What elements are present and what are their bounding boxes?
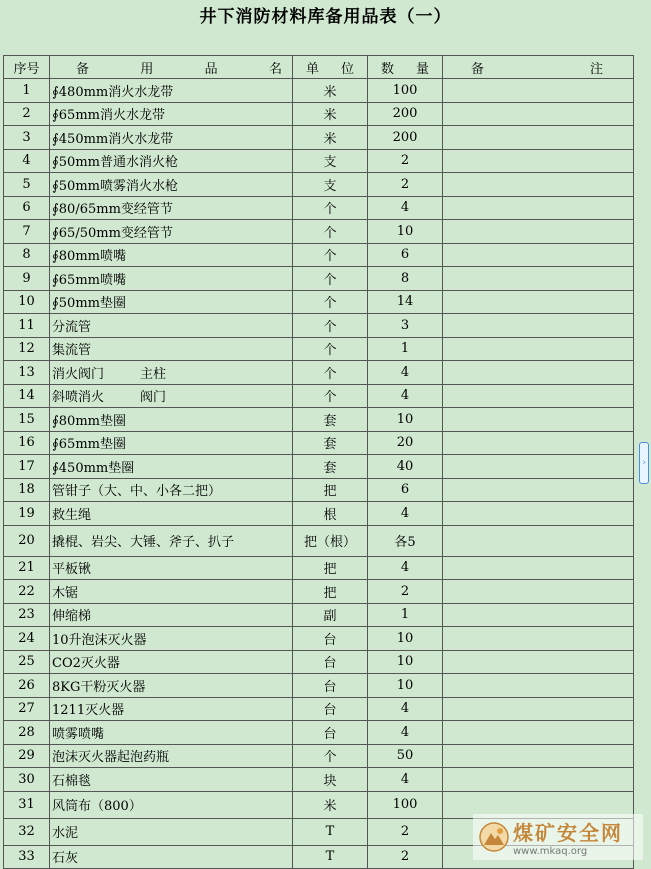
row-seq: 20 — [4, 525, 50, 556]
row-item-name: 撬棍、岩尖、大锤、斧子、扒子 — [50, 525, 293, 556]
row-remark — [443, 220, 634, 244]
row-unit: 把 — [293, 580, 368, 604]
row-item-name: 10升泡沫灭火器 — [50, 627, 293, 651]
row-unit: 套 — [293, 408, 368, 432]
table-row — [4, 502, 634, 526]
table-row — [4, 102, 634, 126]
table-row — [4, 697, 634, 721]
header-unit — [293, 56, 368, 79]
row-unit: T — [293, 845, 368, 869]
table-row — [4, 556, 634, 580]
watermark — [473, 814, 643, 860]
row-qty: 10 — [368, 627, 443, 651]
table-row — [4, 267, 634, 291]
row-item-name-part: 斜喷消火 — [52, 390, 105, 406]
table-row — [4, 431, 634, 455]
row-qty: 200 — [368, 126, 443, 150]
table-row — [4, 79, 634, 103]
row-item-name: CO2灭火器 — [50, 650, 293, 674]
row-item-name: 木锯 — [50, 580, 293, 604]
page-title: 井下消防材料库备用品表（一） — [199, 7, 452, 27]
row-unit: 块 — [293, 768, 368, 792]
row-remark — [443, 502, 634, 526]
row-unit: 个 — [293, 314, 368, 338]
row-remark — [443, 674, 634, 698]
row-qty: 2 — [368, 845, 443, 869]
row-item-name-part: 消火阀门 — [52, 366, 105, 382]
row-unit: 个 — [293, 361, 368, 385]
row-seq: 2 — [4, 102, 50, 126]
table-row — [4, 243, 634, 267]
row-remark — [443, 556, 634, 580]
row-unit: 套 — [293, 431, 368, 455]
row-remark — [443, 290, 634, 314]
row-seq: 24 — [4, 627, 50, 651]
header-remark-char: 备 — [471, 61, 485, 77]
row-item-name: 平板锹 — [50, 556, 293, 580]
row-seq: 3 — [4, 126, 50, 150]
row-seq: 11 — [4, 314, 50, 338]
header-name-char: 用 — [140, 61, 154, 77]
row-seq: 23 — [4, 603, 50, 627]
row-unit: 个 — [293, 220, 368, 244]
row-remark — [443, 697, 634, 721]
row-unit: T — [293, 818, 368, 845]
row-qty: 4 — [368, 556, 443, 580]
row-remark — [443, 627, 634, 651]
row-qty: 4 — [368, 384, 443, 408]
row-seq: 27 — [4, 697, 50, 721]
table-header-row — [4, 56, 634, 79]
row-qty: 1 — [368, 603, 443, 627]
header-name-char: 备 — [76, 61, 90, 77]
row-qty: 2 — [368, 173, 443, 197]
header-name-char: 品 — [204, 61, 218, 77]
row-item-name: ∮450mm垫圈 — [50, 455, 293, 479]
row-item-name: ∮50mm普通水消火枪 — [50, 149, 293, 173]
header-qty-char: 数 — [380, 61, 394, 77]
row-qty: 4 — [368, 502, 443, 526]
row-seq: 21 — [4, 556, 50, 580]
row-seq: 5 — [4, 173, 50, 197]
row-item-name: 8KG干粉灭火器 — [50, 674, 293, 698]
row-item-name: ∮65mm消火水龙带 — [50, 102, 293, 126]
row-qty: 1 — [368, 337, 443, 361]
row-seq: 7 — [4, 220, 50, 244]
row-item-name: ∮80mm喷嘴 — [50, 243, 293, 267]
header-name-char: 名 — [268, 61, 282, 77]
table-row — [4, 361, 634, 385]
row-remark — [443, 243, 634, 267]
row-remark — [443, 650, 634, 674]
row-seq: 28 — [4, 721, 50, 745]
row-item-name: 喷雾喷嘴 — [50, 721, 293, 745]
header-remark — [443, 56, 634, 79]
row-qty: 2 — [368, 580, 443, 604]
row-remark — [443, 768, 634, 792]
row-qty: 10 — [368, 220, 443, 244]
table-row — [4, 650, 634, 674]
table-row — [4, 408, 634, 432]
row-remark — [443, 721, 634, 745]
row-remark — [443, 431, 634, 455]
row-item-name: 分流管 — [50, 314, 293, 338]
row-qty: 6 — [368, 243, 443, 267]
row-unit: 个 — [293, 290, 368, 314]
row-seq: 31 — [4, 791, 50, 818]
table-row — [4, 149, 634, 173]
row-item-name: ∮480mm消火水龙带 — [50, 79, 293, 103]
row-item-name: ∮50mm垫圈 — [50, 290, 293, 314]
row-seq: 1 — [4, 79, 50, 103]
row-remark — [443, 149, 634, 173]
table-row — [4, 627, 634, 651]
row-item-name: ∮450mm消火水龙带 — [50, 126, 293, 150]
row-remark — [443, 337, 634, 361]
side-scroll-handle[interactable]: › — [639, 442, 649, 484]
row-unit: 台 — [293, 721, 368, 745]
row-seq: 33 — [4, 845, 50, 869]
row-qty: 14 — [368, 290, 443, 314]
row-unit: 个 — [293, 744, 368, 768]
row-qty: 100 — [368, 791, 443, 818]
header-qty — [368, 56, 443, 79]
watermark-url: www.mkaq.org — [513, 846, 588, 857]
row-remark — [443, 267, 634, 291]
row-item-name: 伸缩梯 — [50, 603, 293, 627]
row-unit: 个 — [293, 384, 368, 408]
row-remark — [443, 580, 634, 604]
row-unit: 米 — [293, 79, 368, 103]
row-seq: 8 — [4, 243, 50, 267]
row-qty: 10 — [368, 674, 443, 698]
row-item-name: 风筒布（800） — [50, 791, 293, 818]
row-item-name: ∮65mm喷嘴 — [50, 267, 293, 291]
row-qty: 4 — [368, 721, 443, 745]
table-row — [4, 173, 634, 197]
row-seq: 13 — [4, 361, 50, 385]
row-remark — [443, 79, 634, 103]
row-item-name — [50, 384, 293, 408]
row-item-name: 管钳子（大、中、小各二把） — [50, 478, 293, 502]
row-unit: 把 — [293, 556, 368, 580]
row-item-name: 1211灭火器 — [50, 697, 293, 721]
row-remark — [443, 408, 634, 432]
table-row — [4, 580, 634, 604]
row-unit: 台 — [293, 697, 368, 721]
row-seq: 25 — [4, 650, 50, 674]
row-seq: 14 — [4, 384, 50, 408]
row-seq: 4 — [4, 149, 50, 173]
table-row — [4, 220, 634, 244]
row-seq: 30 — [4, 768, 50, 792]
row-item-name: 石棉毯 — [50, 768, 293, 792]
table-row — [4, 337, 634, 361]
table-row — [4, 721, 634, 745]
table-row — [4, 384, 634, 408]
row-unit: 把 — [293, 478, 368, 502]
row-qty: 6 — [368, 478, 443, 502]
row-seq: 6 — [4, 196, 50, 220]
row-item-name: ∮65/50mm变经管节 — [50, 220, 293, 244]
row-item-name: 集流管 — [50, 337, 293, 361]
watermark-brand: 煤矿安全网 — [513, 821, 623, 845]
row-unit: 米 — [293, 102, 368, 126]
row-unit: 个 — [293, 243, 368, 267]
row-unit: 套 — [293, 455, 368, 479]
row-qty: 40 — [368, 455, 443, 479]
row-remark — [443, 173, 634, 197]
row-unit: 台 — [293, 627, 368, 651]
header-unit-char: 位 — [340, 61, 354, 77]
header-qty-char: 量 — [415, 61, 429, 77]
row-qty: 10 — [368, 650, 443, 674]
table-row — [4, 290, 634, 314]
row-seq: 17 — [4, 455, 50, 479]
row-item-name: 泡沫灭火器起泡药瓶 — [50, 744, 293, 768]
row-seq: 10 — [4, 290, 50, 314]
row-unit: 副 — [293, 603, 368, 627]
row-item-name: ∮50mm喷雾消火水枪 — [50, 173, 293, 197]
row-unit: 支 — [293, 173, 368, 197]
table-row — [4, 768, 634, 792]
row-qty: 4 — [368, 361, 443, 385]
row-seq: 32 — [4, 818, 50, 845]
row-seq: 16 — [4, 431, 50, 455]
table-row — [4, 744, 634, 768]
row-item-name — [50, 361, 293, 385]
table-row — [4, 478, 634, 502]
row-qty: 4 — [368, 196, 443, 220]
row-remark — [443, 196, 634, 220]
row-item-name-part: 阀门 — [140, 390, 167, 406]
inventory-table — [3, 55, 634, 869]
row-qty: 2 — [368, 149, 443, 173]
table-row — [4, 674, 634, 698]
row-remark — [443, 478, 634, 502]
row-item-name: 水泥 — [50, 818, 293, 845]
table-row — [4, 314, 634, 338]
row-qty: 20 — [368, 431, 443, 455]
row-seq: 9 — [4, 267, 50, 291]
header-unit-char: 单 — [305, 61, 319, 77]
header-remark-char: 注 — [589, 61, 603, 77]
row-qty: 4 — [368, 768, 443, 792]
header-seq: 序号 — [4, 56, 50, 79]
row-item-name: ∮80/65mm变经管节 — [50, 196, 293, 220]
row-unit: 把（根） — [293, 525, 368, 556]
row-remark — [443, 384, 634, 408]
row-seq: 22 — [4, 580, 50, 604]
row-item-name: ∮80mm垫圈 — [50, 408, 293, 432]
row-qty: 3 — [368, 314, 443, 338]
table-row — [4, 126, 634, 150]
row-qty: 2 — [368, 818, 443, 845]
row-remark — [443, 525, 634, 556]
row-seq: 19 — [4, 502, 50, 526]
row-item-name: 石灰 — [50, 845, 293, 869]
row-remark — [443, 455, 634, 479]
row-qty: 10 — [368, 408, 443, 432]
row-seq: 18 — [4, 478, 50, 502]
mine-logo-icon — [479, 822, 509, 852]
table-row — [4, 455, 634, 479]
row-unit: 台 — [293, 674, 368, 698]
row-qty: 8 — [368, 267, 443, 291]
row-seq: 15 — [4, 408, 50, 432]
row-unit: 个 — [293, 337, 368, 361]
row-remark — [443, 603, 634, 627]
row-unit: 个 — [293, 267, 368, 291]
table-row — [4, 603, 634, 627]
row-item-name-part: 主柱 — [140, 366, 167, 382]
row-seq: 26 — [4, 674, 50, 698]
row-qty: 200 — [368, 102, 443, 126]
row-qty: 各5 — [368, 525, 443, 556]
row-seq: 12 — [4, 337, 50, 361]
table-row — [4, 525, 634, 556]
row-item-name: 救生绳 — [50, 502, 293, 526]
row-qty: 100 — [368, 79, 443, 103]
row-unit: 根 — [293, 502, 368, 526]
row-remark — [443, 361, 634, 385]
row-unit: 米 — [293, 791, 368, 818]
row-qty: 50 — [368, 744, 443, 768]
row-unit: 台 — [293, 650, 368, 674]
row-unit: 支 — [293, 149, 368, 173]
table-row — [4, 196, 634, 220]
row-unit: 米 — [293, 126, 368, 150]
row-remark — [443, 126, 634, 150]
header-name — [50, 56, 293, 79]
row-item-name: ∮65mm垫圈 — [50, 431, 293, 455]
row-remark — [443, 102, 634, 126]
row-remark — [443, 314, 634, 338]
row-remark — [443, 744, 634, 768]
row-unit: 个 — [293, 196, 368, 220]
row-qty: 4 — [368, 697, 443, 721]
row-seq: 29 — [4, 744, 50, 768]
